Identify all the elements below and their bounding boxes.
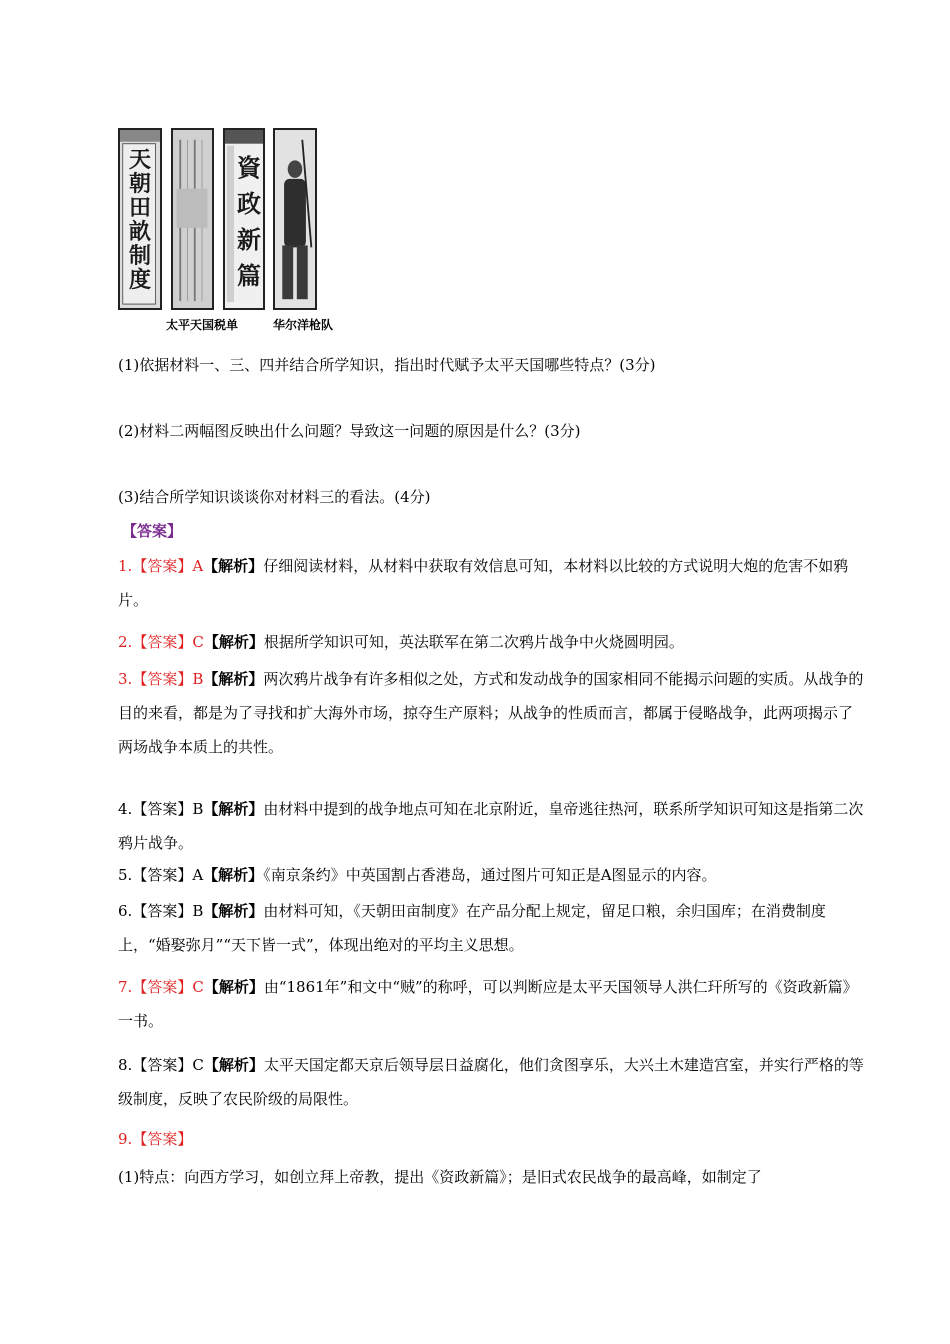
answer-heading: 【答案】 [122, 522, 183, 540]
answer-choice: C [192, 978, 204, 996]
answer-num: 2. [118, 633, 133, 651]
figure-zizheng-xinpian [223, 128, 265, 310]
answer-3 [118, 662, 866, 764]
answer-5 [118, 858, 866, 892]
analysis-tag: 【解析】 [203, 557, 264, 575]
analysis-text: 由“1861年”和文中“贼”的称呼，可以判断应是太平天国领导人洪仁玕所写的《资政新篇》一书。 [118, 978, 858, 1030]
answer-tag: 【答案】 [132, 902, 193, 920]
answer-num: 3. [118, 670, 133, 688]
answer-choice: A [192, 866, 204, 884]
analysis-text: 由材料中提到的战争地点可知在北京附近，皇帝逃往热河，联系所学知识可知这是指第二次鸦片战争。 [118, 800, 864, 852]
answer-num: 4. [118, 800, 133, 818]
answer-7 [118, 970, 866, 1038]
fig3-vertical-text: 資政新篇 [237, 153, 261, 290]
answer-9-heading [118, 1128, 868, 1150]
answer-choice: C [192, 633, 204, 651]
analysis-tag: 【解析】 [203, 902, 264, 920]
answer-num: 8. [118, 1056, 133, 1074]
answer-choice: B [192, 670, 204, 688]
question-1: (1)依据材料一、三、四并结合所学知识，指出时代赋予太平天国哪些特点？(3分) [118, 356, 656, 374]
answer-choice: A [192, 557, 204, 575]
caption-rifle-troop: 华尔洋枪队 [273, 318, 334, 332]
analysis-tag: 【解析】 [203, 1056, 264, 1074]
analysis-text: 根据所学知识可知，英法联军在第二次鸦片战争中火烧圆明园。 [263, 633, 684, 651]
analysis-text: 《南京条约》中英国割占香港岛，通过图片可知正是A图显示的内容。 [263, 866, 717, 884]
analysis-text: 仔细阅读材料，从材料中获取有效信息可知，本材料以比较的方式说明大炮的危害不如鸦片。 [118, 557, 849, 609]
analysis-text: 由材料可知，《天朝田亩制度》在产品分配上规定，留足口粮，余归国库；在消费制度上，“婚娶弥月”“天下皆一式”，体现出绝对的平均主义思想。 [118, 902, 826, 954]
question-3: (3)结合所学知识谈谈你对材料三的看法。(4分) [118, 488, 431, 506]
answer-tag: 【答案】 [132, 670, 193, 688]
analysis-tag: 【解析】 [203, 633, 264, 651]
answer-tag: 【答案】 [132, 1130, 193, 1148]
answer-1 [118, 549, 866, 617]
caption-tax-receipt: 太平天国税单 [166, 318, 239, 332]
question-2: (2)材料二两幅图反映出什么问题？导致这一问题的原因是什么？(3分) [118, 422, 581, 440]
answer-tag: 【答案】 [132, 800, 193, 818]
answer-choice: B [192, 902, 204, 920]
answer-tag: 【答案】 [132, 866, 193, 884]
answer-choice: C [192, 1056, 204, 1074]
answer-tag: 【答案】 [132, 1056, 193, 1074]
analysis-tag: 【解析】 [203, 800, 264, 818]
figure-tax-receipt [171, 128, 214, 310]
answer-4 [118, 792, 866, 860]
fig1-vertical-text: 天朝田畝制度 [128, 147, 151, 293]
answer-8 [118, 1048, 866, 1116]
answer-tag: 【答案】 [132, 978, 193, 996]
answer-num: 6. [118, 902, 133, 920]
figure-tianchao-tianmu [118, 128, 162, 310]
analysis-tag: 【解析】 [203, 670, 264, 688]
material-figures [118, 126, 334, 341]
answer-tag: 【答案】 [132, 557, 193, 575]
answer-6 [118, 894, 866, 962]
figure-foreign-rifle-troop [273, 128, 317, 310]
answer-num: 9. [118, 1130, 133, 1148]
analysis-text: 两次鸦片战争有许多相似之处，方式和发动战争的国家相同不能揭示问题的实质。从战争的目的来看，都是为了寻找和扩大海外市场，掠夺生产原料；从战争的性质而言，都属于侵略战争，此两项揭示了两场战争本质上的共性。 [118, 670, 864, 756]
analysis-tag: 【解析】 [203, 978, 264, 996]
answer-num: 5. [118, 866, 133, 884]
answer-choice: B [192, 800, 204, 818]
analysis-tag: 【解析】 [203, 866, 264, 884]
answer-tag: 【答案】 [132, 633, 193, 651]
answer-num: 1. [118, 557, 133, 575]
answer-2 [118, 625, 866, 659]
answer-9-line-1: (1)特点：向西方学习，如创立拜上帝教，提出《资政新篇》；是旧式农民战争的最高峰，如制定了 [118, 1168, 762, 1186]
analysis-text: 太平天国定都天京后领导层日益腐化，他们贪图享乐，大兴土木建造宫室，并实行严格的等级制度，反映了农民阶级的局限性。 [118, 1056, 864, 1108]
answer-num: 7. [118, 978, 133, 996]
